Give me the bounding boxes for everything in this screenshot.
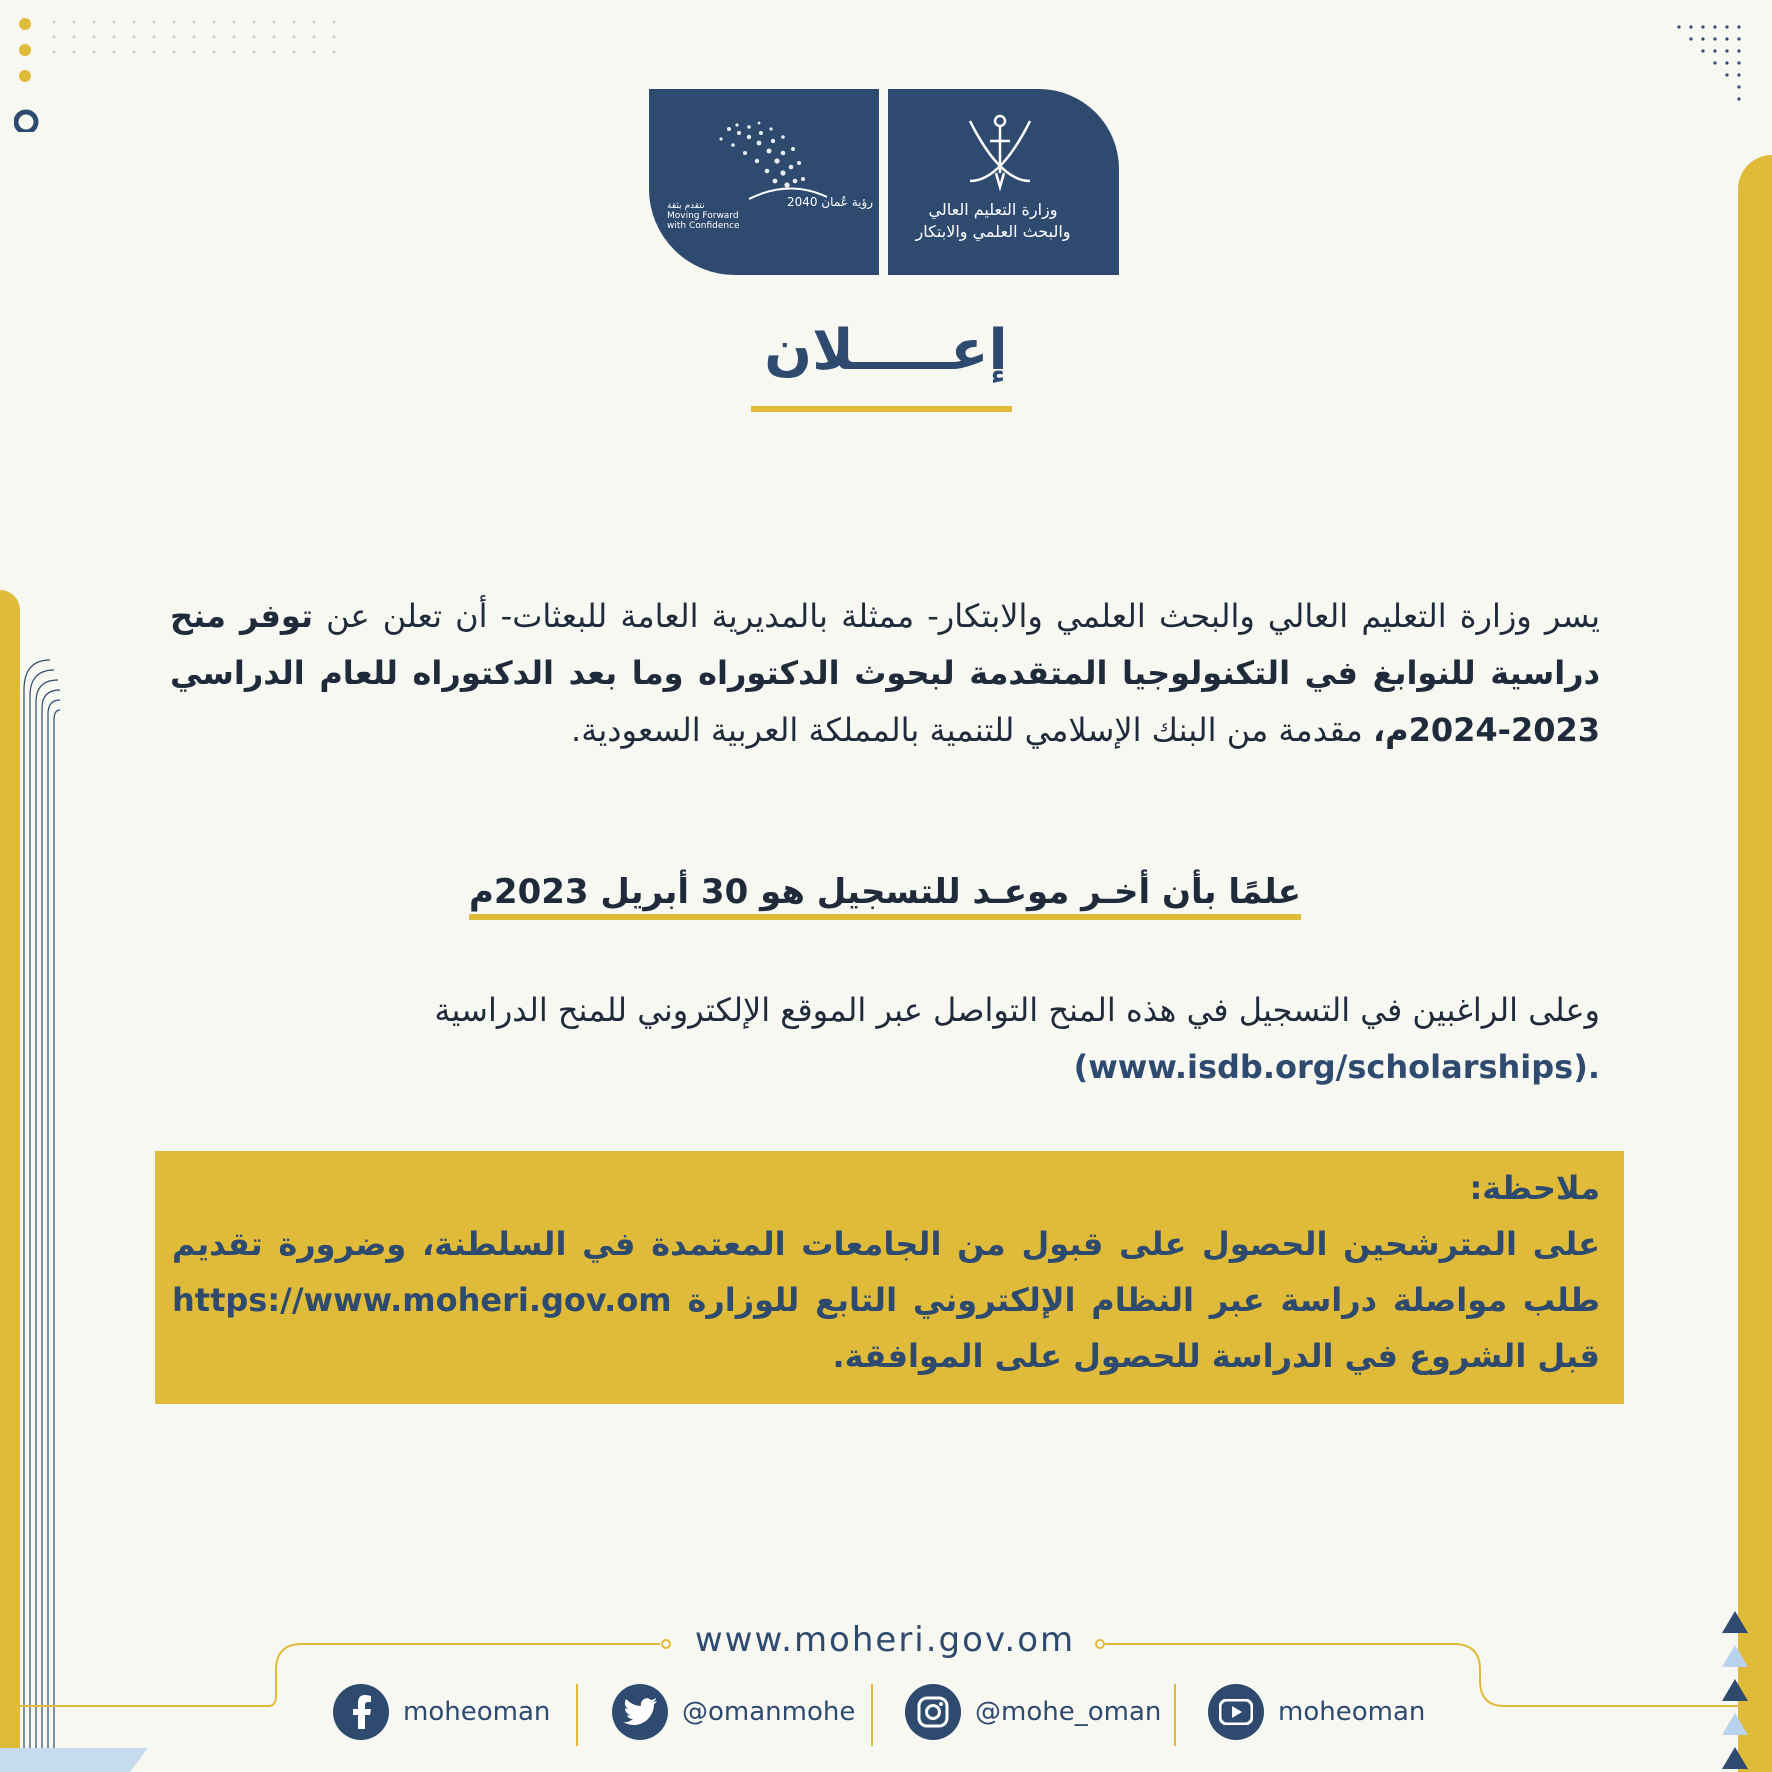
decorative-triangle	[1722, 1645, 1748, 1667]
social-youtube[interactable]	[1208, 1684, 1425, 1740]
twitter-icon	[612, 1684, 668, 1740]
paragraph-outro: مقدمة من البنك الإسلامي للتنمية بالمملكة العربية السعودية.	[571, 711, 1373, 749]
ministry-name	[903, 199, 1083, 243]
moheri-link[interactable]: https://www.moheri.gov.om	[172, 1281, 672, 1319]
decorative-triangle	[1722, 1679, 1748, 1701]
left-gold-bar	[0, 590, 20, 1772]
ministry-name-line2: والبحث العلمي والابتكار	[915, 222, 1071, 241]
social-facebook[interactable]	[333, 1684, 550, 1740]
footer-website[interactable]: www.moheri.gov.om	[694, 1620, 1076, 1660]
decorative-triangle	[1722, 1611, 1748, 1633]
right-gold-bar	[1738, 155, 1772, 1772]
facebook-icon	[333, 1684, 389, 1740]
oman-emblem-icon	[960, 111, 1040, 191]
twitter-handle: @omanmohe	[682, 1697, 856, 1727]
vision-arabic-label: رؤية عُمان 2040	[787, 195, 874, 209]
note-label: ملاحظة:	[1469, 1169, 1600, 1207]
title-underline	[751, 406, 1012, 412]
footer-separator	[871, 1684, 873, 1746]
vision-tagline	[667, 201, 740, 231]
facebook-handle: moheoman	[403, 1697, 551, 1727]
isdb-url-line	[170, 1039, 1600, 1096]
youtube-icon	[1208, 1684, 1264, 1740]
ministry-name-line1: وزارة التعليم العالي	[928, 200, 1058, 219]
vision-tagline-ar: نتقدم بثقة	[667, 201, 705, 211]
decorative-triangle	[1722, 1747, 1748, 1769]
decorative-arc-lines	[20, 650, 60, 1772]
footer-separator	[1174, 1684, 1176, 1746]
registration-text: وعلى الراغبين في التسجيل في هذه المنح التواصل عبر الموقع الإلكتروني للمنح الدراسية	[434, 991, 1600, 1029]
oman-vision-2040-logo	[649, 89, 879, 275]
instagram-handle: @mohe_oman	[975, 1697, 1162, 1727]
youtube-handle: moheoman	[1278, 1697, 1426, 1727]
ministry-logo	[888, 89, 1119, 275]
vision-tagline-en-1: Moving Forward	[667, 211, 739, 221]
note-content	[172, 1160, 1600, 1384]
registration-paragraph	[170, 982, 1600, 1096]
vision-tagline-en-2: with Confidence	[667, 221, 740, 231]
note-body: على المترشحين الحصول على قبول من الجامعات المعتمدة في السلطنة، وضرورة تقديم طلب مواصلة دراسة عبر النظام الإلكتروني التابع للوزارة	[172, 1225, 1601, 1319]
deadline-text: علمًا بأن أخـر موعـد للتسجيل هو 30 أبريل 2023م	[469, 872, 1301, 920]
isdb-scholarships-link[interactable]: (www.isdb.org/scholarships).	[1073, 1048, 1600, 1086]
social-twitter[interactable]	[612, 1684, 855, 1740]
decorative-dots-top-right	[1674, 22, 1744, 112]
paragraph-intro: يسر وزارة التعليم العالي والبحث العلمي والابتكار- ممثلة بالمديرية العامة للبعثات- أن تعلن عن	[312, 597, 1601, 635]
paragraph-highlight: توفر منح دراسية للنوابغ في التكنولوجيا المتقدمة لبحوث الدكتوراه وما بعد الدكتوراه للعام الدراسي 2023-2024م،	[170, 597, 1600, 749]
announcement-paragraph	[170, 588, 1600, 759]
note-end: قبل الشروع في الدراسة للحصول على الموافقة.	[832, 1337, 1600, 1375]
footer-separator	[576, 1684, 578, 1746]
deadline-notice	[170, 872, 1600, 912]
decorative-dots-top-left	[14, 12, 344, 132]
decorative-triangle	[1722, 1713, 1748, 1735]
instagram-icon	[905, 1684, 961, 1740]
social-instagram[interactable]	[905, 1684, 1161, 1740]
announcement-title: إعـــــلان	[764, 318, 1008, 383]
